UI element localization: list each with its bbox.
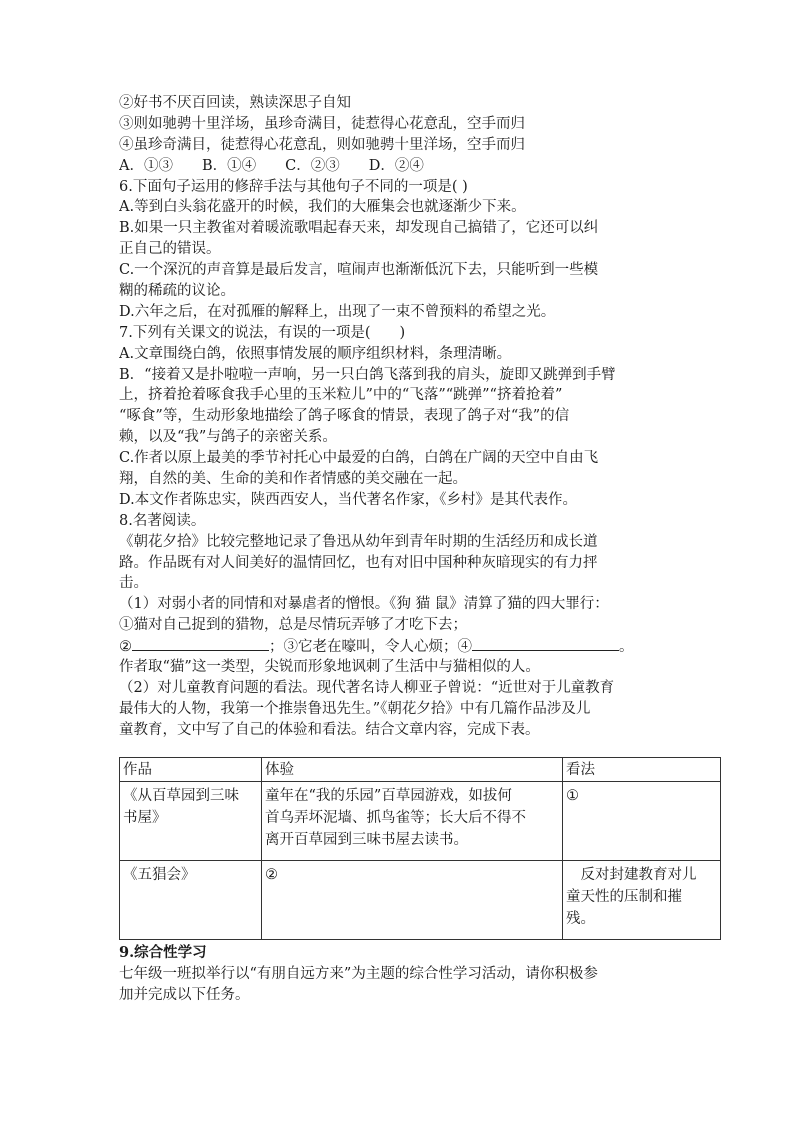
q7-option-a: A.文章围绕白鸽，依照事情发展的顺序组织材料，条理清晰。 <box>119 345 512 362</box>
q8-part2: （2）对儿童教育问题的看法。现代著名诗人柳亚子曾说：“近世对于儿童教育 <box>119 679 615 696</box>
header-view: 看法 <box>563 758 721 782</box>
q8-stem: 8.名著阅读。 <box>119 512 206 529</box>
q8-intro-cont: 路。作品既有对人间美好的温情回忆，也有对旧中国种种灰暗现实的有力抨 <box>119 554 598 571</box>
q6-option-a: A.等到白头翁花盛开的时候，我们的大雁集会也就逐渐少下来。 <box>119 199 526 216</box>
blank-number: ② <box>119 639 132 656</box>
q8-intro-cont: 击。 <box>119 575 148 592</box>
answer-blank-4[interactable] <box>472 636 619 651</box>
q6-stem: 6.下面句子运用的修辞手法与其他句子不同的一项是( ) <box>119 178 468 195</box>
q6-option-c-cont: 糊的稀疏的议论。 <box>119 283 235 300</box>
q7-option-b-cont: 上，挤着抢着啄食我手心里的玉米粒儿”中的“飞落”“跳弹”“挤着抢着” <box>119 387 563 404</box>
q7-option-b: B．“接着又是扑啦啦一声响，另一只白鸽飞落到我的肩头，旋即又跳弹到手臂 <box>119 366 616 383</box>
option-3: ③则如驰骋十里洋场，虽珍奇满目，徒惹得心花意乱，空手而归 <box>119 115 525 132</box>
question-text <box>119 93 719 741</box>
q7-option-c-cont: 翔，自然的美、生命的美和作者情感的美交融在一起。 <box>119 471 467 488</box>
table-header-row <box>120 758 721 782</box>
q9-section <box>119 943 719 1006</box>
header-experience: 体验 <box>262 758 563 782</box>
experience-answer-cell[interactable]: ② <box>262 861 563 940</box>
q6-option-c: C.一个深沉的声音算是最后发言，喧闹声也渐渐低沉下去，只能听到一些模 <box>119 262 599 279</box>
q7-option-b-cont: “啄食”等，生动形象地描绘了鸽子啄食的情景，表现了鸽子对“我”的信 <box>119 408 570 425</box>
table-row <box>120 861 721 940</box>
q8-intro: 《朝花夕拾》比较完整地记录了鲁迅从幼年到青年时期的生活经历和成长道 <box>119 533 598 550</box>
q8-part1-crime1: ①猫对自己捉到的猎物，总是尽情玩弄够了才吃下去； <box>119 617 467 634</box>
answer-choices: A．①③ B．①④ C．②③ D．②④ <box>119 157 424 174</box>
work-cell: 《五猖会》 <box>120 861 262 940</box>
q7-stem: 7.下列有关课文的说法，有误的一项是( ) <box>119 324 406 341</box>
experience-cell: 童年在“我的乐园”百草园游戏，如拔何 首乌弄坏泥墙、抓鸟雀等；长大后不得不 离开百草园到三味书屋去读书。 <box>262 782 563 861</box>
q6-option-b-cont: 正自己的错误。 <box>119 241 221 258</box>
q9-intro-cont: 加并完成以下任务。 <box>119 986 250 1003</box>
view-answer-cell[interactable]: ① <box>563 782 721 861</box>
answer-blank-2[interactable] <box>132 636 269 651</box>
q8-part1-summary: 作者取“猫”这一类型，尖锐而形象地讽刺了生活中与猫相似的人。 <box>119 659 540 676</box>
option-2: ②好书不厌百回读，熟读深思子自知 <box>119 95 351 111</box>
blank-end: 。 <box>619 639 634 656</box>
q7-option-c: C.作者以原上最美的季节衬托心中最爱的白鸽，白鸽在广阔的天空中自由飞 <box>119 450 599 467</box>
comparison-table <box>119 757 721 940</box>
q9-title: 9.综合性学习 <box>119 944 207 961</box>
crime-3-text: ；③它老在嚎叫，令人心烦；④ <box>269 639 472 656</box>
table-row <box>120 782 721 861</box>
header-work: 作品 <box>120 758 262 782</box>
q8-part2-cont: 童教育，文中写了自己的体验和看法。结合文章内容，完成下表。 <box>119 721 540 738</box>
option-4: ④虽珍奇满目，徒惹得心花意乱，则如驰骋十里洋场，空手而归 <box>119 136 525 153</box>
q6-option-b: B.如果一只主教雀对着暖流歌唱起春天来，却发现自己搞错了，它还可以纠 <box>119 220 599 237</box>
q7-option-b-cont: 赖，以及“我”与鸽子的亲密关系。 <box>119 429 337 446</box>
work-cell: 《从百草园到三味 书屋》 <box>120 782 262 861</box>
q8-part1: （1）对弱小者的同情和对暴虐者的憎恨。《狗 猫 鼠》清算了猫的四大罪行： <box>119 596 609 613</box>
q6-option-d: D.六年之后，在对孤雁的解释上，出现了一束不曾预料的希望之光。 <box>119 303 556 320</box>
q8-part2-cont: 最伟大的人物，我第一个推崇鲁迅先生。”《朝花夕拾》中有几篇作品涉及儿 <box>119 700 591 717</box>
q7-option-d: D.本文作者陈忠实，陕西西安人，当代著名作家，《乡村》是其代表作。 <box>119 491 577 508</box>
view-cell: 反对封建教育对儿 童天性的压制和摧 残。 <box>563 861 721 940</box>
q8-part1-blanks <box>119 636 719 657</box>
q9-intro: 七年级一班拟举行以“有朋自远方来”为主题的综合性学习活动，请你积极参 <box>119 965 598 982</box>
